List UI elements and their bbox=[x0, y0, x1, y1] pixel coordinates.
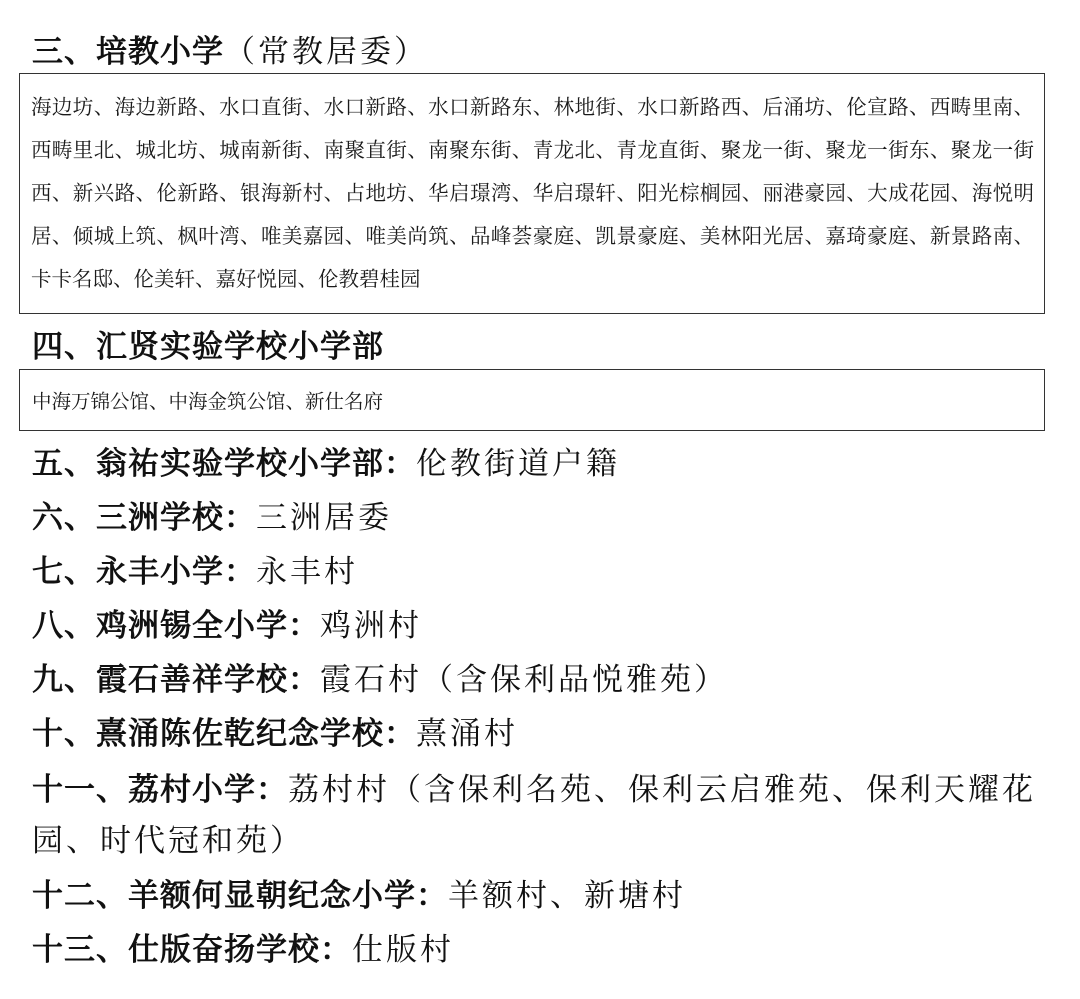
section-5-value: 伦教街道户籍 bbox=[416, 446, 620, 482]
section-12-line bbox=[32, 876, 686, 916]
section-3-subtitle: （常教居委） bbox=[224, 34, 428, 70]
section-10-line bbox=[32, 714, 518, 754]
section-8-value: 鸡洲村 bbox=[320, 608, 422, 644]
section-7-value: 永丰村 bbox=[256, 554, 358, 590]
section-11-value: 荔村村（含保利名苑、保利云启雅苑、保利天耀花园、时代冠和苑） bbox=[32, 772, 1036, 859]
section-11-line bbox=[32, 765, 1068, 867]
section-7-line bbox=[32, 552, 358, 592]
section-10-title: 十、熹涌陈佐乾纪念学校： bbox=[32, 716, 416, 752]
section-9-value: 霞石村（含保利品悦雅苑） bbox=[320, 662, 728, 698]
section-6-line bbox=[32, 498, 392, 538]
section-5-title: 五、翁祐实验学校小学部： bbox=[32, 446, 416, 482]
section-11-title: 十一、荔村小学： bbox=[32, 772, 288, 808]
section-3-title: 三、培教小学 bbox=[32, 34, 224, 70]
section-13-title: 十三、仕版奋扬学校： bbox=[32, 932, 352, 968]
section-12-value: 羊额村、新塘村 bbox=[448, 878, 686, 914]
section-9-line bbox=[32, 660, 728, 700]
section-9-title: 九、霞石善祥学校： bbox=[32, 662, 320, 698]
section-7-title: 七、永丰小学： bbox=[32, 554, 256, 590]
section-6-title: 六、三洲学校： bbox=[32, 500, 256, 536]
section-10-value: 熹涌村 bbox=[416, 716, 518, 752]
section-13-line bbox=[32, 930, 454, 970]
section-3-areas: 海边坊、海边新路、水口直街、水口新路、水口新路东、林地街、水口新路西、后涌坊、伦宣路、西畴里南、西畴里北、城北坊、城南新街、南聚直街、南聚东街、青龙北、青龙直街、聚龙一街、聚龙一街东、聚龙一街西、新兴路、伦新路、银海新村、占地坊、华启璟湾、华启璟轩、阳光棕榈园、丽港豪园、大成花园、海悦明居、倾城上筑、枫叶湾、唯美嘉园、唯美尚筑、品峰荟豪庭、凯景豪庭、美林阳光居、嘉琦豪庭、新景路南、卡卡名邸、伦美轩、嘉好悦园、伦教碧桂园 bbox=[31, 95, 1034, 291]
section-12-title: 十二、羊额何显朝纪念小学： bbox=[32, 878, 448, 914]
section-4-area-box bbox=[19, 369, 1045, 431]
section-4-areas: 中海万锦公馆、中海金筑公馆、新仕名府 bbox=[32, 390, 384, 413]
section-8-line bbox=[32, 606, 422, 646]
section-3-heading bbox=[32, 32, 428, 72]
section-6-value: 三洲居委 bbox=[256, 500, 392, 536]
section-5-line bbox=[32, 444, 620, 484]
section-3-area-box bbox=[19, 73, 1045, 314]
section-4-title: 四、汇贤实验学校小学部 bbox=[32, 329, 384, 365]
section-4-heading bbox=[32, 327, 384, 367]
section-8-title: 八、鸡洲锡全小学： bbox=[32, 608, 320, 644]
section-13-value: 仕版村 bbox=[352, 932, 454, 968]
